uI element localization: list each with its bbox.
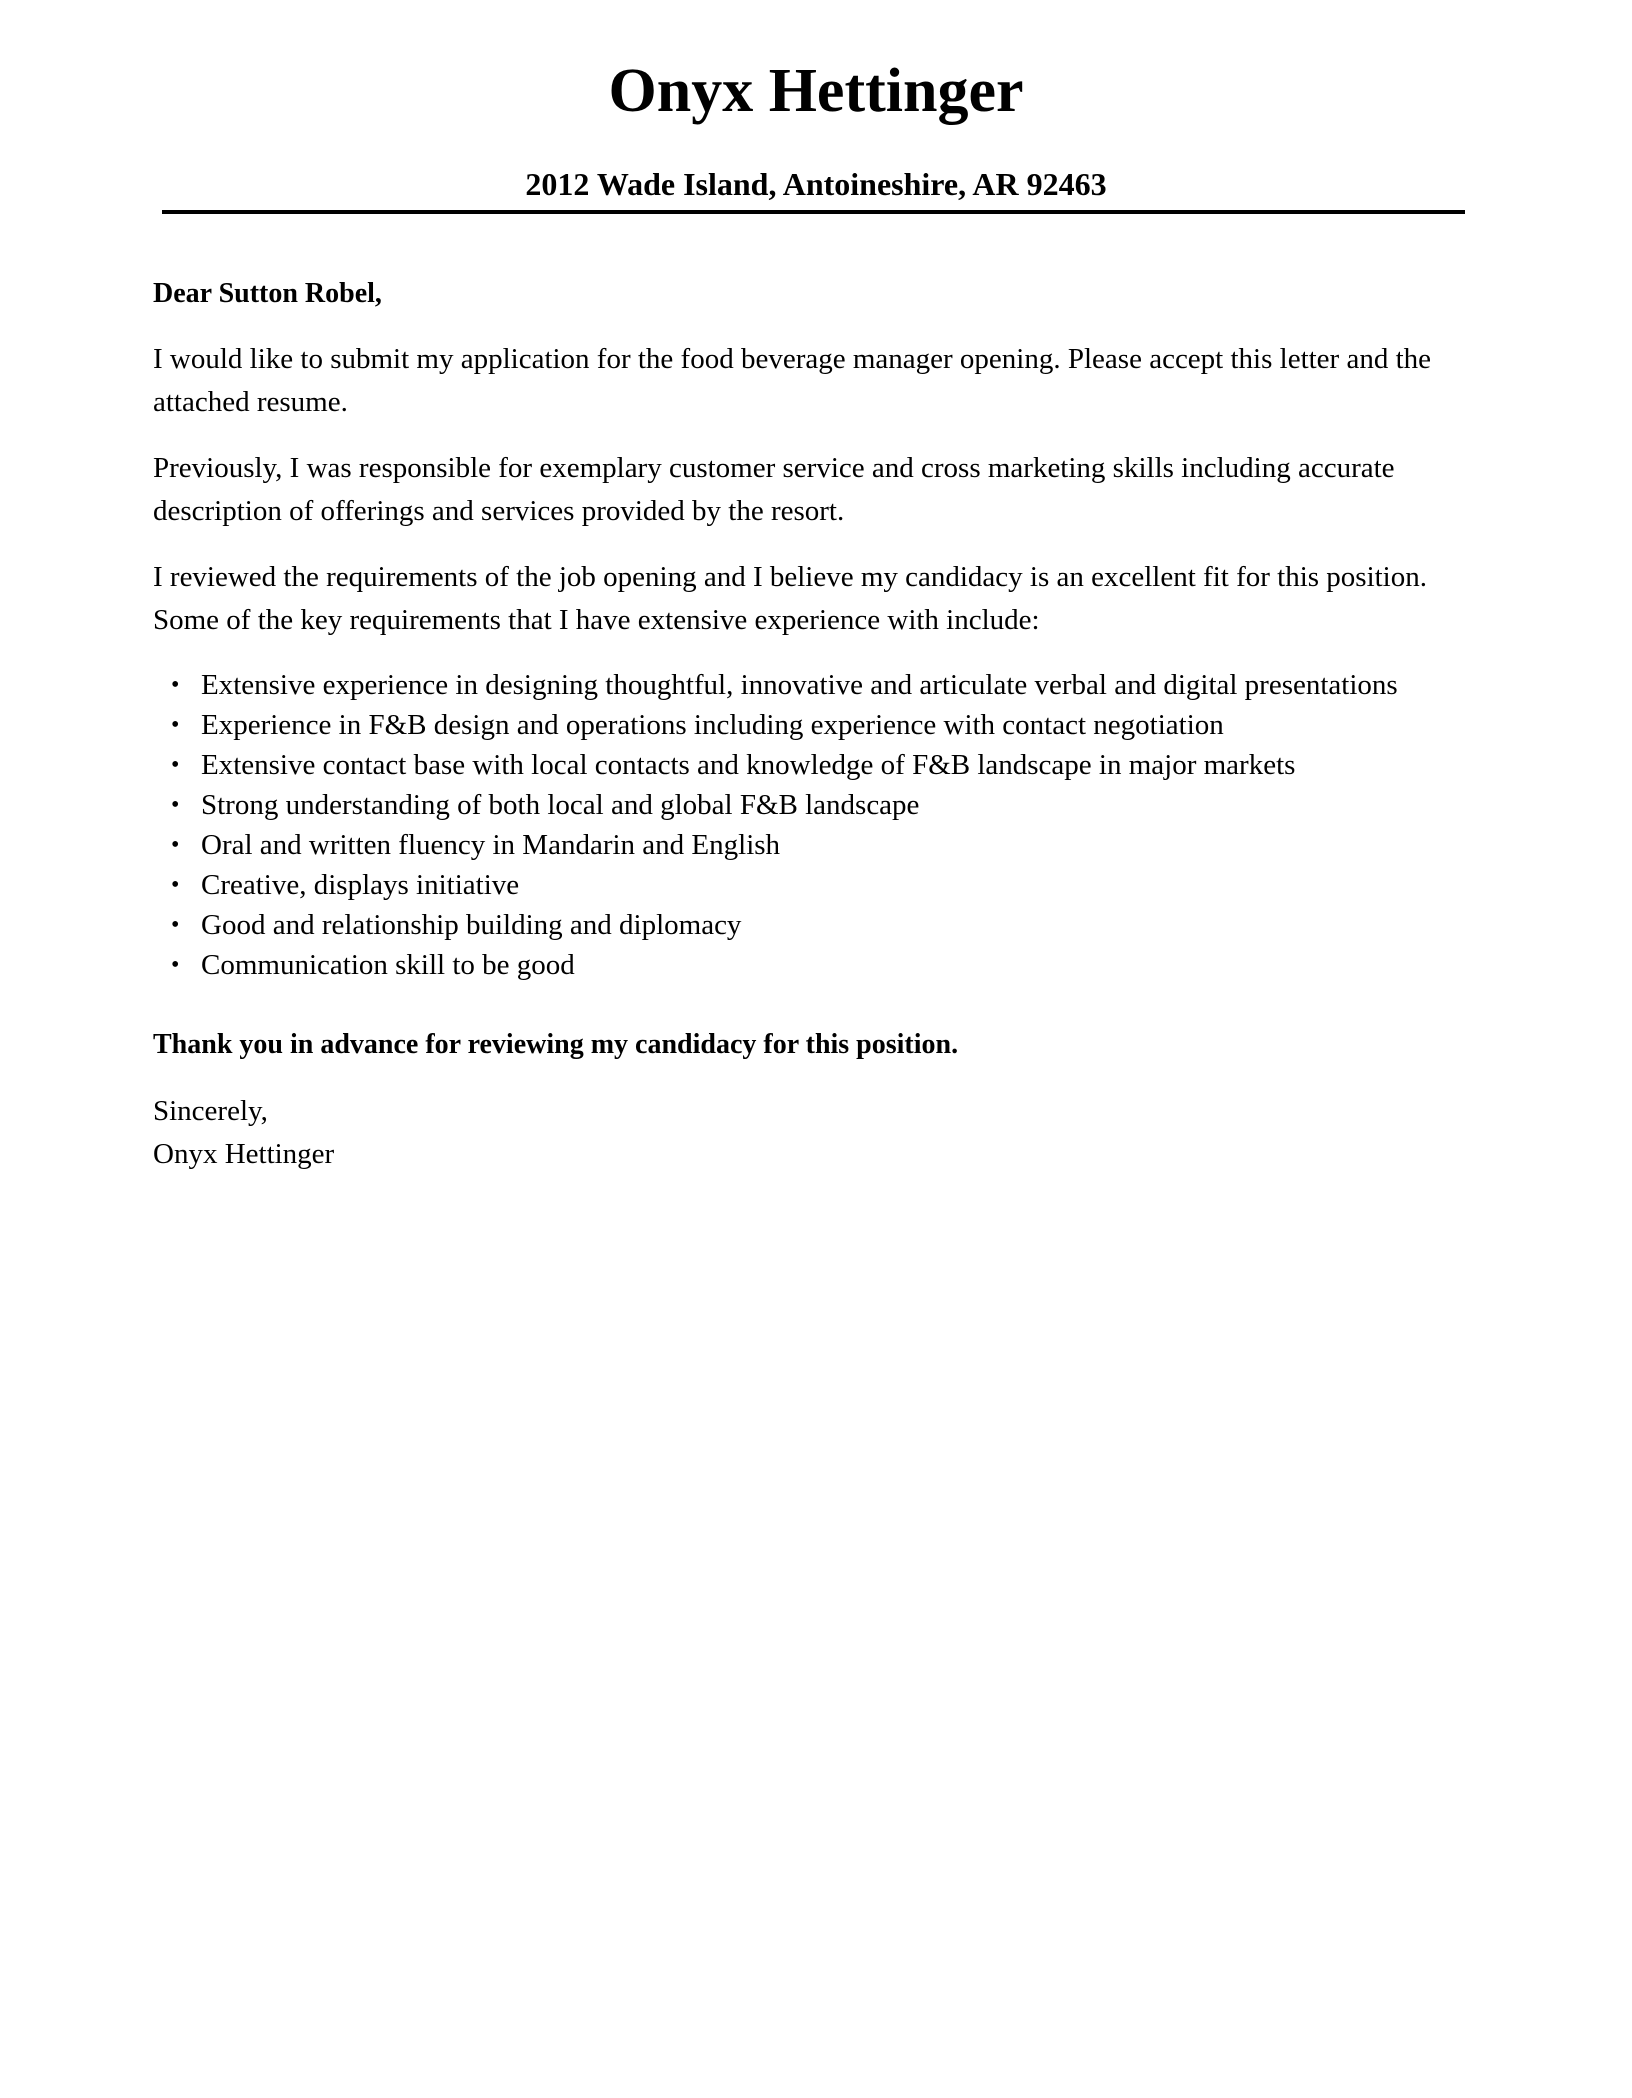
list-item: [171, 945, 1473, 985]
list-item-text: Experience in F&B design and operations including experience with contact negotiation: [201, 709, 1224, 741]
list-item-text: Extensive contact base with local contacts and knowledge of F&B landscape in major markets: [201, 749, 1296, 781]
list-item: [171, 705, 1473, 745]
paragraph-experience: Previously, I was responsible for exemplary customer service and cross marketing skills including accurate description of offerings and services provided by the resort.: [153, 452, 1395, 527]
list-item: [171, 905, 1473, 945]
salutation: Dear Sutton Robel,: [153, 278, 382, 309]
list-item: [171, 665, 1473, 705]
list-item-text: Oral and written fluency in Mandarin and English: [201, 829, 781, 861]
bullet-icon: •: [171, 752, 180, 778]
requirements-list: [153, 665, 1473, 985]
list-item: [171, 825, 1473, 865]
paragraph-intro: I would like to submit my application for the food beverage manager opening. Please accept this letter and the attached resume.: [153, 343, 1432, 418]
sender-name: Onyx Hettinger: [608, 57, 1024, 125]
bullet-icon: •: [171, 792, 180, 818]
sender-address: 2012 Wade Island, Antoineshire, AR 92463: [525, 166, 1107, 202]
letter-body: [153, 272, 1473, 1176]
bullet-icon: •: [171, 872, 180, 898]
list-item-text: Communication skill to be good: [201, 949, 575, 981]
bullet-icon: •: [171, 832, 180, 858]
list-item-text: Good and relationship building and diplomacy: [201, 909, 742, 941]
list-item: [171, 745, 1473, 785]
bullet-icon: •: [171, 712, 180, 738]
bullet-icon: •: [171, 912, 180, 938]
bullet-icon: •: [171, 672, 180, 698]
list-item-text: Extensive experience in designing thoughtful, innovative and articulate verbal and digital presentations: [201, 669, 1398, 701]
signature: Onyx Hettinger: [153, 1138, 335, 1170]
closing-statement: Thank you in advance for reviewing my candidacy for this position.: [153, 1029, 959, 1060]
paragraph-requirements: I reviewed the requirements of the job opening and I believe my candidacy is an excellent fit for this position. Some of the key requirements that I have extensive experience with include:: [153, 561, 1427, 636]
bullet-icon: •: [171, 952, 180, 978]
list-item: [171, 785, 1473, 825]
list-item-text: Strong understanding of both local and global F&B landscape: [201, 789, 920, 821]
list-item-text: Creative, displays initiative: [201, 869, 520, 901]
signoff: Sincerely,: [153, 1095, 268, 1127]
list-item: [171, 865, 1473, 905]
header-divider: [162, 210, 1465, 214]
